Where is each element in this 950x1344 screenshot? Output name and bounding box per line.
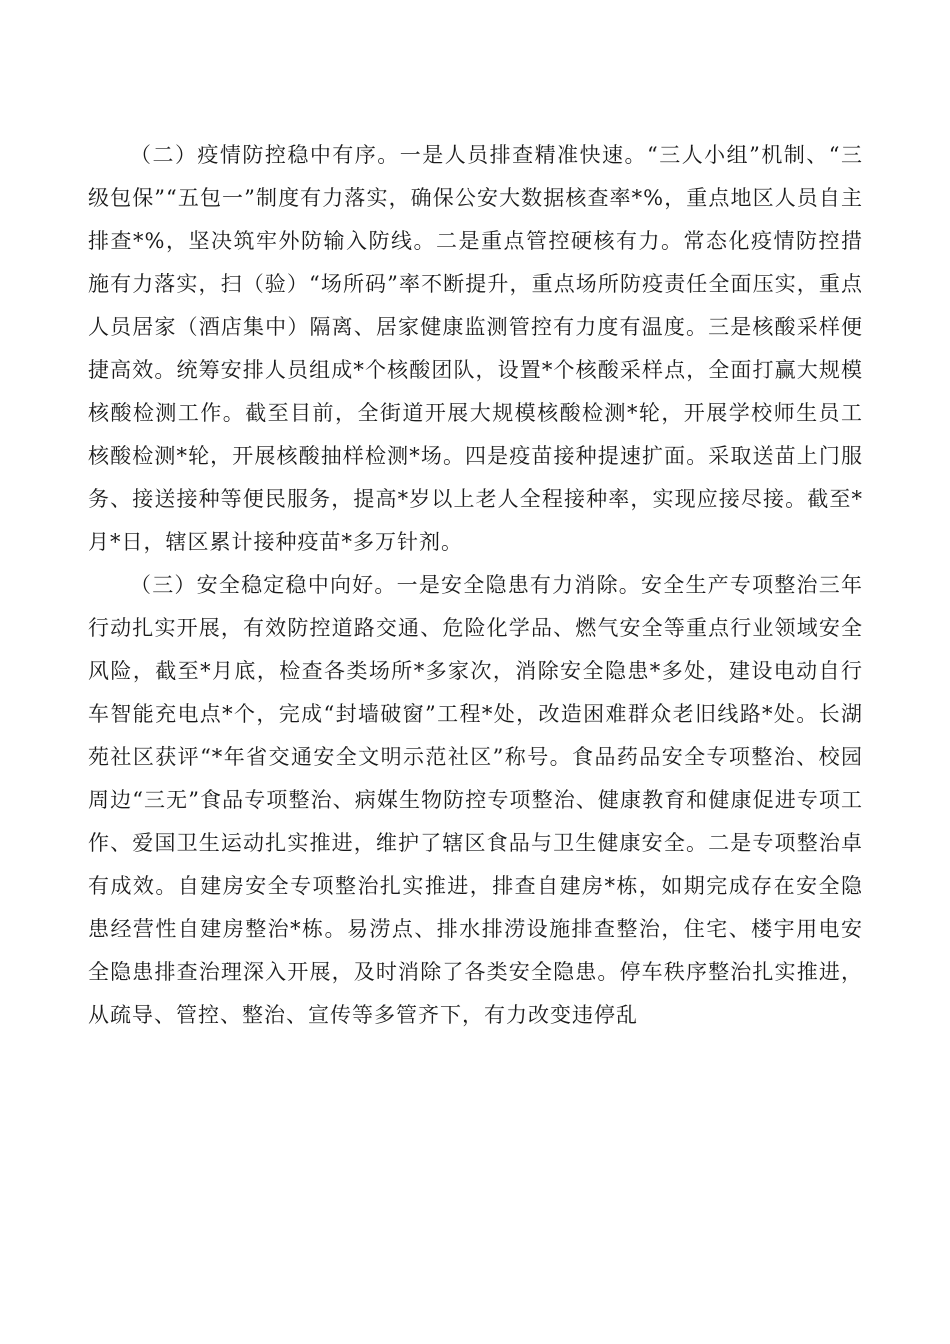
paragraph-safety-stability: （三）安全稳定稳中向好。一是安全隐患有力消除。安全生产专项整治三年行动扎实开展，有效防控道路交通、危险化学品、燃气安全等重点行业领域安全风险，截至*月底，检查各类场所*多家次，消除安全隐患*多处，建设电动自行车智能充电点*个，完成“封墙破窗”工程*处，改造困难群众老旧线路*处。长湖苑社区获评“*年省交通安全文明示范社区”称号。食品药品安全专项整治、校园周边“三无”食品专项整治、病媒生物防控专项整治、健康教育和健康促进专项工作、爱国卫生运动扎实推进，维护了辖区食品与卫生健康安全。二是专项整治卓有成效。自建房安全专项整治扎实推进，排查自建房*栋，如期完成存在安全隐患经营性自建房整治*栋。易涝点、排水排涝设施排查整治，住宅、楼宇用电安全隐患排查治理深入开展，及时消除了各类安全隐患。停车秩序整治扎实推进，从疏导、管控、整治、宣传等多管齐下，有力改变违停乱: [88, 573, 863, 1027]
document-body: [88, 134, 863, 1037]
paragraph-epidemic-control: （二）疫情防控稳中有序。一是人员排查精准快速。“三人小组”机制、“三级包保”“五包一”制度有力落实，确保公安大数据核查率*%，重点地区人员自主排查*%，坚决筑牢外防输入防线。二是重点管控硬核有力。常态化疫情防控措施有力落实，扫（验）“场所码”率不断提升，重点场所防疫责任全面压实，重点人员居家（酒店集中）隔离、居家健康监测管控有力度有温度。三是核酸采样便捷高效。统筹安排人员组成*个核酸团队，设置*个核酸采样点，全面打赢大规模核酸检测工作。截至目前，全街道开展大规模核酸检测*轮，开展学校师生员工核酸检测*轮，开展核酸抽样检测*场。四是疫苗接种提速扩面。采取送苗上门服务、接送接种等便民服务，提高*岁以上老人全程接种率，实现应接尽接。截至*月*日，辖区累计接种疫苗*多万针剂。: [88, 143, 863, 554]
